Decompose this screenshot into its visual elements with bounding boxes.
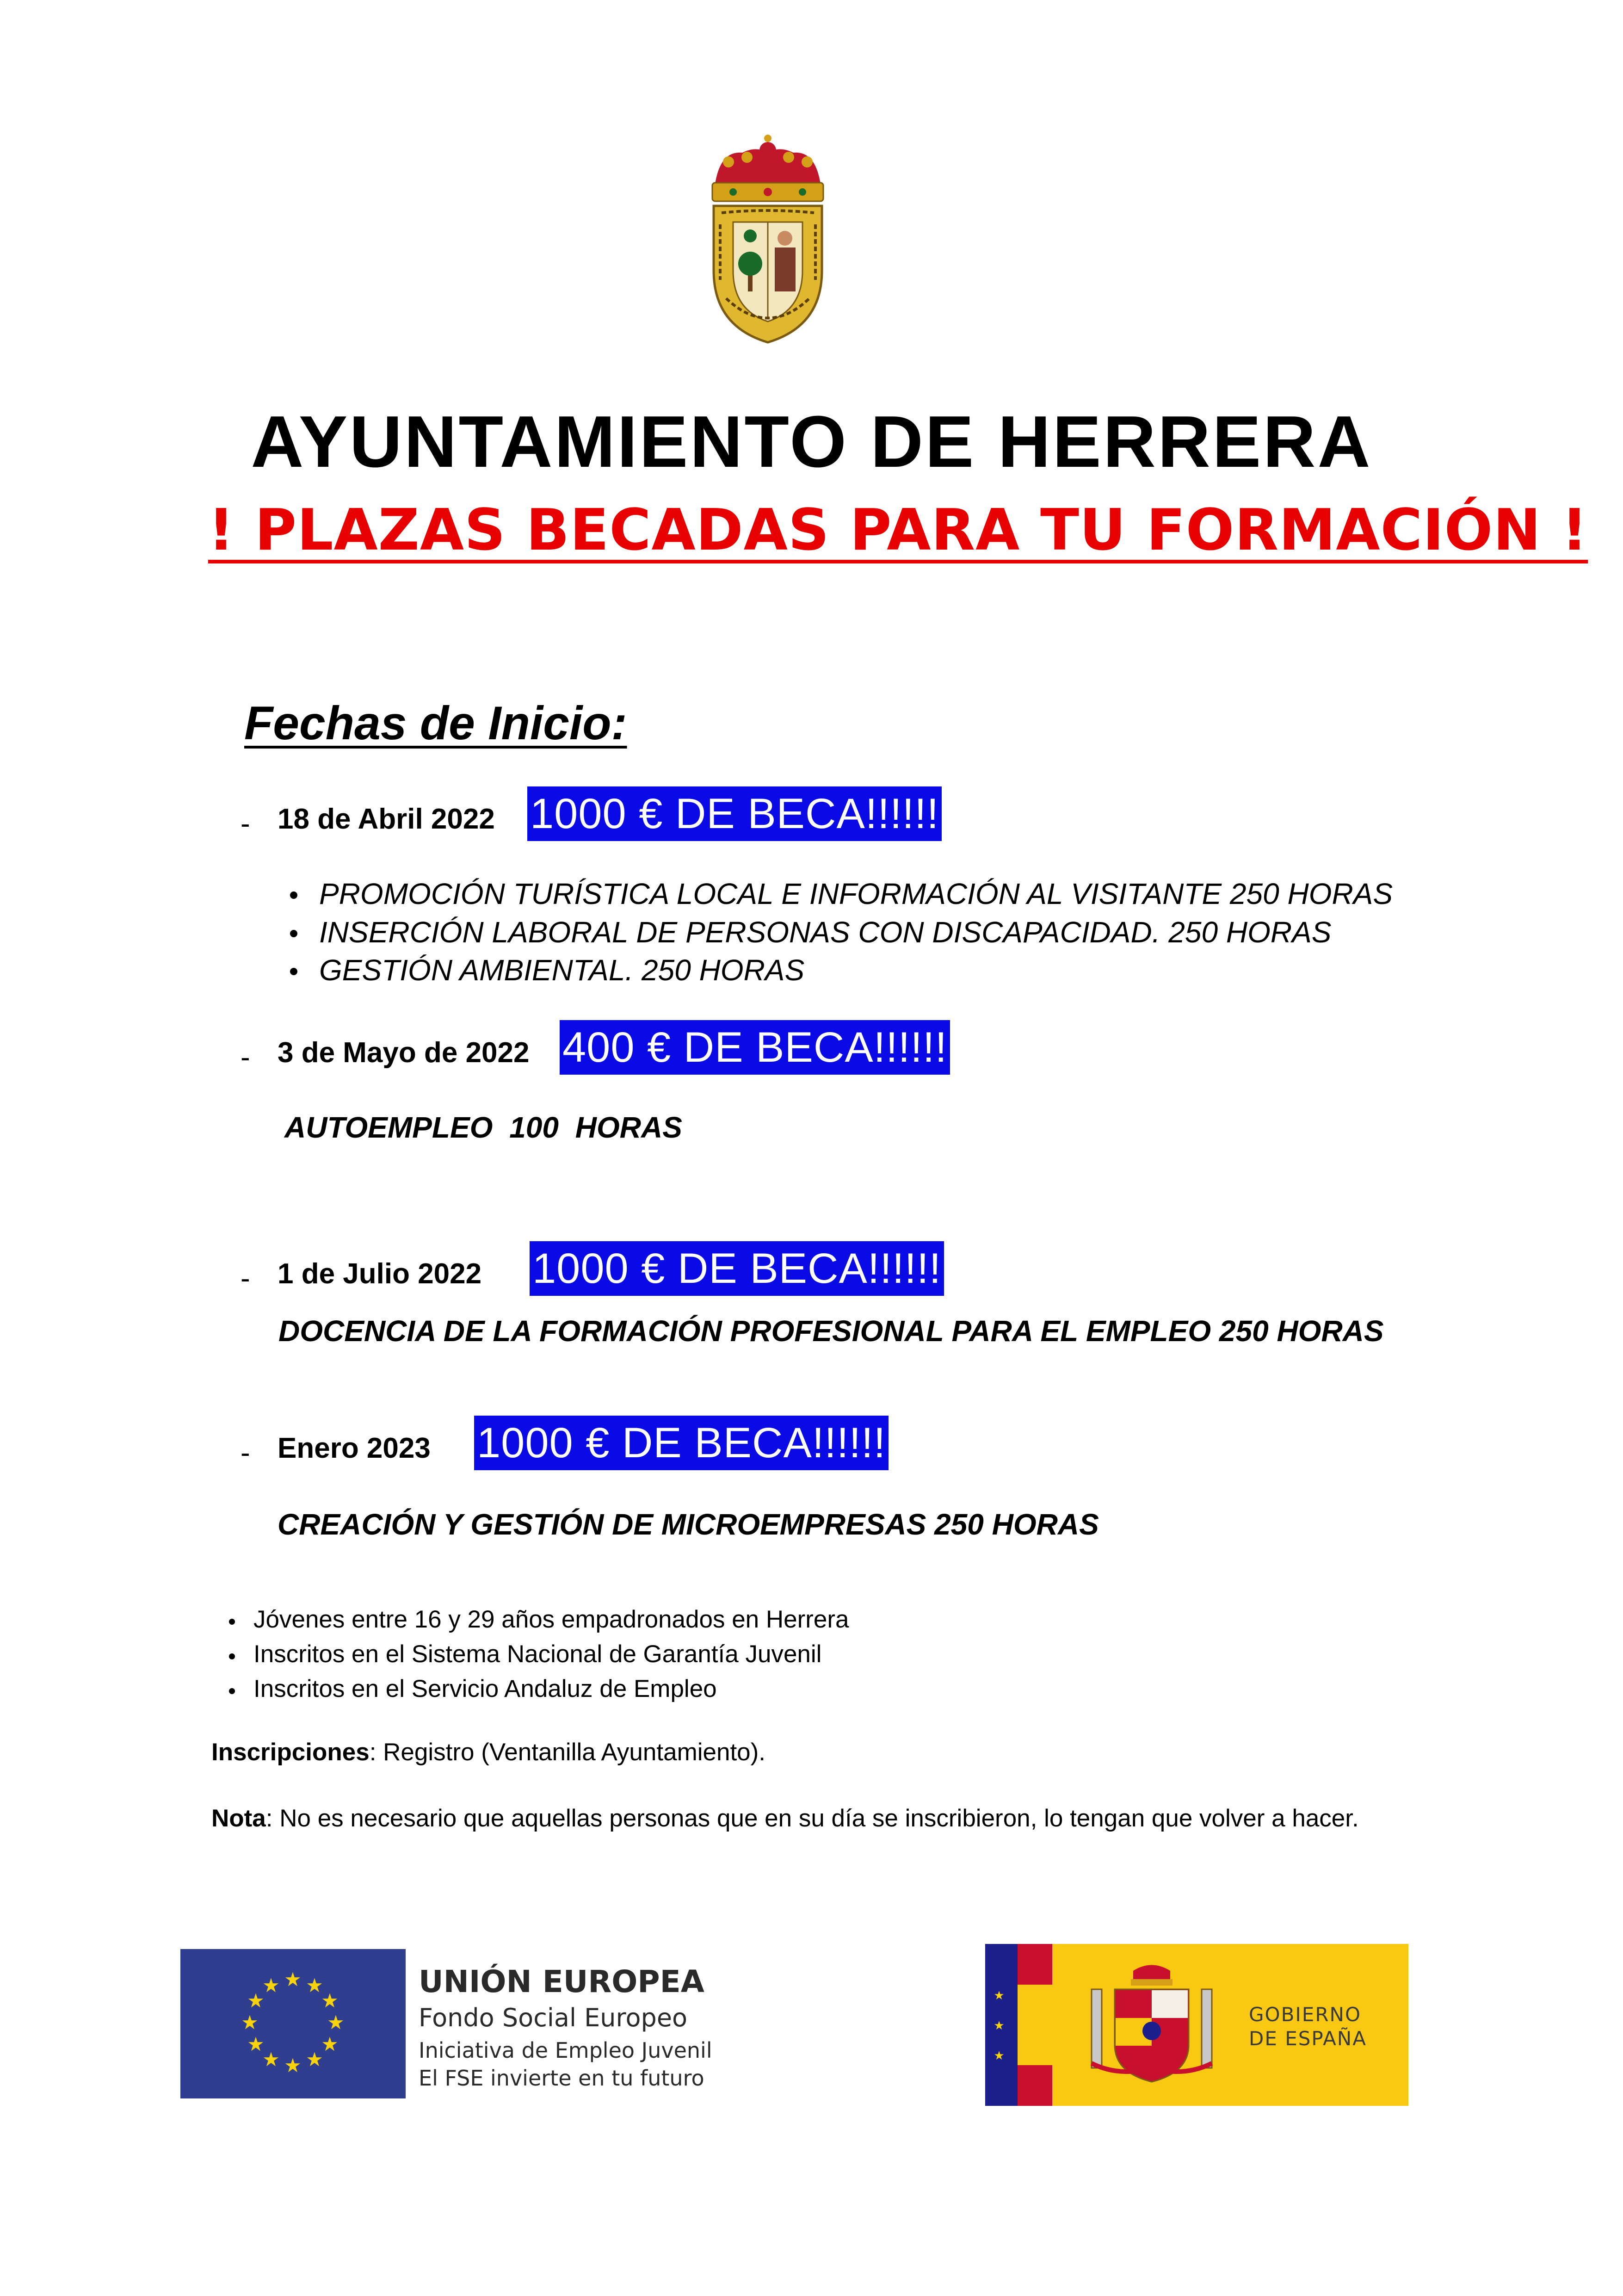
eu-logo-line: Iniciativa de Empleo Juvenil (419, 2038, 712, 2063)
eu-logo-subtitle: Fondo Social Europeo (419, 2003, 688, 2032)
spain-coat-of-arms-icon (1082, 1962, 1221, 2091)
eu-flag-logo (180, 1949, 406, 2098)
svg-text:★: ★ (247, 2033, 265, 2055)
bullet-icon (290, 891, 297, 899)
beca-badge: 1000 € DE BECA!!!!!! (530, 1241, 944, 1296)
schedule-heading: Fechas de Inicio: (244, 697, 627, 749)
svg-text:★: ★ (284, 2054, 302, 2077)
gob-flag-stripe (1018, 2065, 1052, 2106)
svg-text:★: ★ (994, 2049, 1005, 2063)
course-item: GESTIÓN AMBIENTAL. 250 HORAS (319, 953, 805, 987)
beca-badge: 1000 € DE BECA!!!!!! (527, 786, 942, 841)
date-dash: - (241, 808, 250, 840)
requirement-item: Inscritos en el Servicio Andaluz de Empleo (253, 1675, 717, 1702)
svg-text:★: ★ (306, 2048, 323, 2071)
svg-text:★: ★ (327, 2011, 345, 2034)
gob-blue-band (985, 1944, 1018, 2106)
beca-badge: 400 € DE BECA!!!!!! (560, 1020, 950, 1075)
gob-logo-line: GOBIERNO (1249, 2003, 1362, 2026)
herrera-crest-logo (705, 132, 830, 345)
course-item: INSERCIÓN LABORAL DE PERSONAS CON DISCAPACIDAD. 250 HORAS (319, 916, 1332, 949)
date-dash: - (241, 1041, 250, 1073)
bullet-icon (229, 1688, 235, 1694)
svg-text:★: ★ (306, 1974, 323, 1997)
svg-text:★: ★ (262, 1974, 280, 1997)
svg-text:★: ★ (241, 2011, 259, 2034)
nota-text: : No es necesario que aquellas personas que en su día se inscribieron, lo tengan que volver a hacer. (265, 1805, 1359, 1832)
requirement-item: Jóvenes entre 16 y 29 años empadronados en Herrera (253, 1606, 849, 1633)
inscripciones-text: : Registro (Ventanilla Ayuntamiento). (369, 1739, 766, 1766)
course-item: DOCENCIA DE LA FORMACIÓN PROFESIONAL PARA EL EMPLEO 250 HORAS (278, 1314, 1384, 1348)
bullet-icon (229, 1653, 235, 1659)
requirement-item: Inscritos en el Sistema Nacional de Garantía Juvenil (253, 1640, 822, 1668)
svg-text:★: ★ (321, 2033, 339, 2055)
bullet-icon (290, 968, 297, 975)
start-date: 1 de Julio 2022 (278, 1258, 482, 1290)
page-title: AYUNTAMIENTO DE HERRERA (251, 401, 1372, 483)
start-date: 3 de Mayo de 2022 (278, 1037, 530, 1069)
bullet-icon (229, 1619, 235, 1625)
beca-badge: 1000 € DE BECA!!!!!! (474, 1416, 889, 1470)
course-item: AUTOEMPLEO 100 HORAS (284, 1111, 682, 1144)
start-date: 18 de Abril 2022 (278, 803, 495, 835)
gob-stars-icon (985, 1944, 1018, 2106)
svg-text:★: ★ (247, 1989, 265, 2012)
nota-label: Nota (211, 1805, 266, 1832)
svg-text:★: ★ (262, 2048, 280, 2071)
course-item: CREACIÓN Y GESTIÓN DE MICROEMPRESAS 250 HORAS (278, 1508, 1099, 1541)
nota-note (211, 1804, 1359, 1832)
inscripciones-label: Inscripciones (211, 1739, 370, 1766)
gob-logo-line: DE ESPAÑA (1249, 2027, 1367, 2050)
inscripciones-note (211, 1738, 765, 1766)
course-item: PROMOCIÓN TURÍSTICA LOCAL E INFORMACIÓN AL VISITANTE 250 HORAS (319, 877, 1393, 910)
date-dash: - (241, 1437, 250, 1469)
gob-flag-stripe (1018, 1944, 1052, 1985)
bullet-icon (290, 930, 297, 937)
eu-logo-line: El FSE invierte en tu futuro (419, 2066, 704, 2091)
page-subtitle: ! PLAZAS BECADAS PARA TU FORMACIÓN ! (208, 497, 1588, 563)
eu-logo-title: UNIÓN EUROPEA (419, 1964, 704, 1999)
svg-text:★: ★ (284, 1968, 302, 1991)
svg-text:★: ★ (994, 2019, 1005, 2033)
date-dash: - (241, 1262, 250, 1294)
eu-stars-icon (180, 1949, 406, 2098)
svg-text:★: ★ (321, 1989, 339, 2012)
start-date: Enero 2023 (278, 1432, 431, 1464)
svg-text:★: ★ (994, 1989, 1005, 2003)
gob-flag-stripe (1018, 1985, 1052, 2065)
